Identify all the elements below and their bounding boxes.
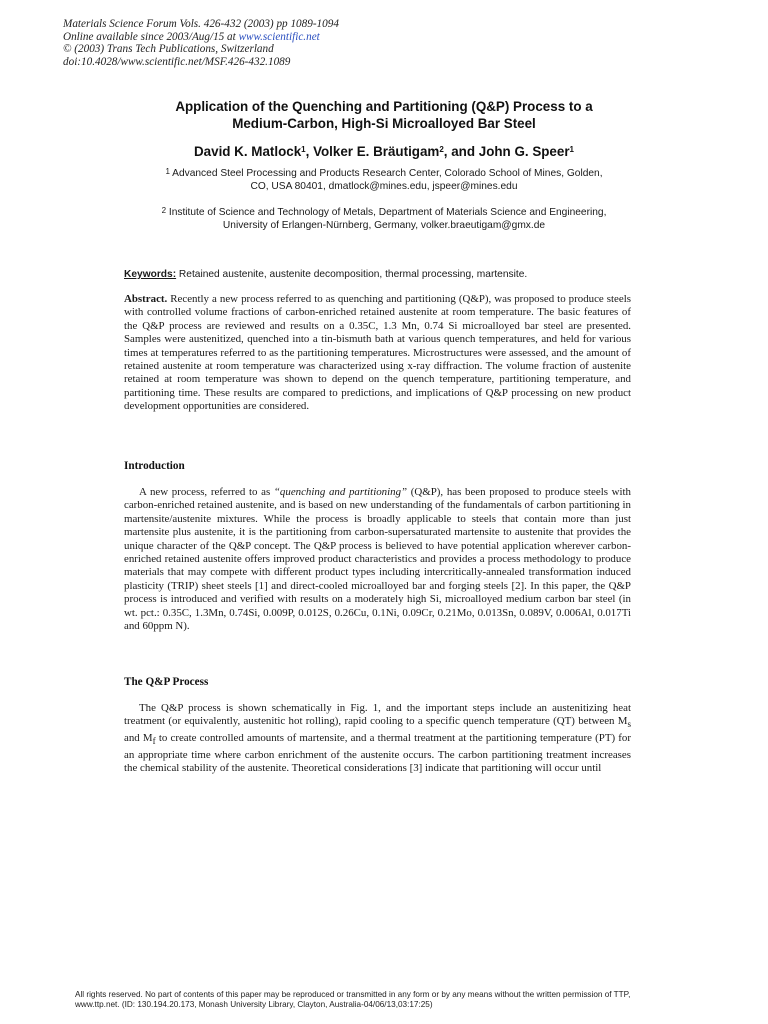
footer-line-2: www.ttp.net. (ID: 130.194.20.173, Monash University Library, Clayton, Australia-04/06/13,03:17:25) xyxy=(75,999,433,1009)
qp-process-heading: The Q&P Process xyxy=(124,676,209,688)
copyright-line: © (2003) Trans Tech Publications, Switzerland xyxy=(63,43,274,56)
affiliation-1-line-1 xyxy=(112,167,656,180)
title-line-2: Medium-Carbon, High-Si Microalloyed Bar Steel xyxy=(232,116,536,131)
author-matlock: David K. Matlock xyxy=(194,144,302,159)
introduction-text-start: A new process, referred to as xyxy=(139,486,274,498)
footer-line-1: All rights reserved. No part of contents of this paper may be reproduced or transmitted in any form or by any means without the written permission of TTP, xyxy=(75,990,631,999)
affiliation-2-line-2: University of Erlangen-Nürnberg, Germany, volker.braeutigam@gmx.de xyxy=(222,220,546,232)
keywords-text: Retained austenite, austenite decomposition, thermal processing, martensite. xyxy=(176,269,528,280)
qp-process-text-3: to create controlled amounts of martensite, and a thermal treatment at the partitioning temperature (PT) for an appropriate time where carbon enrichment of the austenite occurs. The carbon partitioning treatment increases the chemical stability of the austenite. Theoretical considerations [3] indicate that partitioning will occur until xyxy=(124,731,631,774)
scientific-net-link[interactable]: www.scientific.net xyxy=(238,30,320,43)
author-separator: , xyxy=(305,144,314,159)
title-line-1: Application of the Quenching and Partitioning (Q&P) Process to a xyxy=(175,99,593,114)
qp-process-paragraph xyxy=(124,702,631,775)
ms-subscript: s xyxy=(627,719,631,730)
abstract-label: Abstract. xyxy=(124,293,168,305)
copyright-footer xyxy=(75,990,715,1009)
author-list xyxy=(110,143,658,160)
introduction-heading: Introduction xyxy=(124,460,185,472)
keywords-label: Keywords: xyxy=(124,269,177,280)
introduction-text-rest: (Q&P), has been proposed to produce steels with carbon-enriched retained austenite, and is based on new understanding of the fundamentals of carbon partitioning in martensite/austenite mixtures. While the process is broadly applicable to steels that contain more than just martensite plus austenite, it is the partitioning from carbon-supersaturated martensite to austenite that provides the unique character of the Q&P concept. The Q&P process is believed to have potential application wherever carbon-enriched retained austenite offers improved product characteristics and provides a process methodology to produce materials that may compete with different product types including intercritically-annealed transformation induced plasticity (TRIP) sheet steels [1] and direct-cooled microalloyed bar and forging steels [2]. In this paper, the Q&P process is introduced and verified with results on a moderately high Si, microalloyed medium carbon bar steel (in wt. pct.: 0.35C, 1.3Mn, 0.74Si, 0.009P, 0.012S, 0.26Cu, 0.1Ni, 0.09Cr, 0.21Mo, 0.013Sn, 0.089V, 0.006Al, 0.017Ti and 60ppm N). xyxy=(124,486,631,633)
affiliation-2-line-1 xyxy=(112,206,656,219)
affiliation-1-line-2: CO, USA 80401, dmatlock@mines.edu, jspeer@mines.edu xyxy=(250,181,518,193)
journal-citation: Materials Science Forum Vols. 426-432 (2003) pp 1089-1094 xyxy=(63,18,339,30)
author-separator: , and xyxy=(443,144,479,159)
doi-line: doi:10.4028/www.scientific.net/MSF.426-432.1089 xyxy=(63,55,291,68)
author-brautigam-affiliation-mark: 2 xyxy=(439,145,444,154)
affiliation-2 xyxy=(112,206,656,232)
introduction-process-name: “quenching and partitioning” xyxy=(273,486,408,498)
affiliation-1-mark: 1 xyxy=(165,167,170,176)
online-availability-text: Online available since 2003/Aug/15 at xyxy=(63,30,239,43)
publication-info xyxy=(63,18,423,68)
keywords xyxy=(124,268,644,281)
affiliation-1-text: Advanced Steel Processing and Products Research Center, Colorado School of Mines, Golden, xyxy=(172,168,603,179)
affiliation-2-mark: 2 xyxy=(161,206,167,215)
qp-process-text-2: and M xyxy=(124,731,153,744)
qp-process-text-1: The Q&P process is shown schematically in Fig. 1, and the important steps include an austenitizing heat treatment (or equivalently, austenitic hot rolling), rapid cooling to a specific quench temperature (QT) between M xyxy=(124,702,631,728)
author-matlock-affiliation-mark: 1 xyxy=(301,145,306,154)
author-brautigam: Volker E. Bräutigam xyxy=(313,144,440,159)
abstract xyxy=(124,293,631,414)
abstract-text: Recently a new process referred to as quenching and partitioning (Q&P), was proposed to produce steels with controlled volume fractions of carbon-enriched retained austenite at room temperature. The basic features of the Q&P process are reviewed and results on a 0.35C, 1.3 Mn, 0.74 Si microalloyed bar steel are presented. Samples were austenitized, quenched into a tin-bismuth bath at various quench temperatures, and held for various times at temperatures referred to as the partitioning temperatures. Microstructures were assessed, and the amount of retained austenite at room temperature was characterized using x-ray diffraction. The volume fraction of austenite retained at room temperature was shown to depend on the quench temperature, partitioning temperature, and partitioning time. These results are compared to predictions, and implications of Q&P processing on new product development opportunities are considered. xyxy=(124,293,631,413)
affiliation-1 xyxy=(112,167,656,193)
affiliation-2-text: Institute of Science and Technology of Metals, Department of Materials Science and Engineering, xyxy=(168,207,607,218)
author-speer-affiliation-mark: 1 xyxy=(569,145,574,154)
introduction-paragraph xyxy=(124,486,631,633)
paper-title xyxy=(110,98,658,132)
online-availability xyxy=(63,31,423,44)
author-speer: John G. Speer xyxy=(478,144,570,159)
mf-subscript: f xyxy=(152,736,156,747)
